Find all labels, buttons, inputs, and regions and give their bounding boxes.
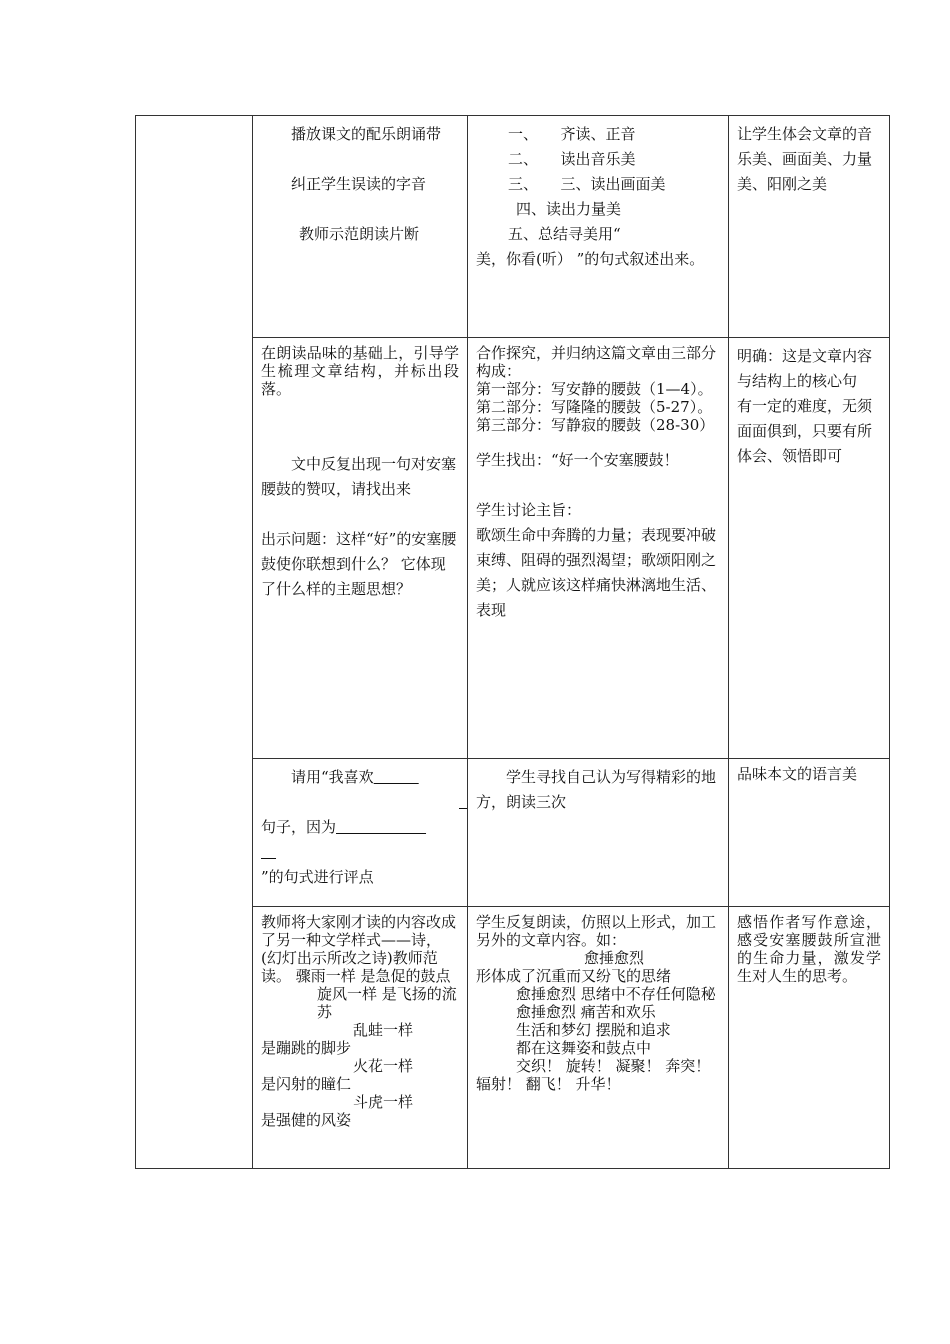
intent-line: 有一定的难度，无须面面俱到，只要有所体会、领悟即可	[737, 397, 873, 465]
teacher-activity-cell	[253, 759, 468, 907]
lesson-plan-table	[135, 115, 890, 1169]
design-intent-cell	[729, 907, 890, 1169]
stage-column	[136, 116, 253, 1169]
student-line: 歌颂生命中奔腾的力量；表现要冲破束缚、阻碍的强烈渴望；歌颂阳刚之美；人就应该这样痛快淋漓地生活、表现	[476, 526, 717, 619]
intent-line: 明确：这是文章内容与结构上的核心句	[737, 347, 873, 390]
student-activity-cell	[468, 338, 729, 759]
student-activity-cell	[468, 116, 729, 338]
teacher-line: ”的句式进行评点	[261, 868, 374, 886]
teacher-line: 播放课文的配乐朗诵带	[291, 125, 442, 143]
intent-line: 让学生体会文章的音乐美、画面美、力量美、阳刚之美	[737, 125, 873, 193]
student-line: 第二部分：写隆隆的腰鼓（5-27）。	[476, 398, 713, 416]
student-line: 五、总结寻美用“	[508, 225, 621, 243]
teacher-line: 教师示范朗读片断	[299, 225, 420, 243]
student-line: 形体成了沉重而又纷飞的思绪	[476, 967, 672, 985]
intent-line: 品味本文的语言美	[737, 765, 858, 783]
student-line: 四、读出力量美	[516, 200, 622, 218]
teacher-blank-line	[261, 840, 411, 865]
teacher-line: 出示问题：这样“好”的安塞腰鼓使你联想到什么？ 它体现了什么样的主题思想？	[261, 530, 457, 598]
student-line: 二、 读出音乐美	[508, 150, 636, 168]
teacher-line: 文中反复出现一句对安塞腰鼓的赞叹，请找出来	[261, 455, 457, 498]
design-intent-cell	[729, 338, 890, 759]
teacher-line: 纠正学生误读的字音	[291, 175, 427, 193]
teacher-line: 旋风一样 是飞扬的流苏	[317, 985, 457, 1021]
student-line: 第一部分：写安静的腰鼓（1—4）。	[476, 380, 713, 398]
student-line: 生活和梦幻 摆脱和追求	[516, 1021, 671, 1039]
student-line: 美，你看(听） ”的句式叙述出来。	[476, 250, 705, 268]
teacher-line: 乱蛙一样	[353, 1021, 414, 1039]
teacher-activity-cell	[253, 907, 468, 1169]
student-line: 愈捶愈烈 痛苦和欢乐	[516, 1003, 656, 1021]
teacher-line: 请用“我喜欢	[291, 768, 374, 786]
design-intent-cell	[729, 759, 890, 907]
teacher-line: 是闪射的瞳仁	[261, 1075, 352, 1093]
teacher-line: 斗虎一样	[353, 1093, 414, 1111]
student-line: 学生寻找自己认为写得精彩的地方，朗读三次	[476, 768, 717, 811]
intent-line: 感悟作者写作意途，感受安塞腰鼓所宣泄的生命力量，激发学生对人生的思考。	[737, 913, 881, 985]
student-line: 愈捶愈烈 思绪中不存任何隐秘	[516, 985, 716, 1003]
student-line: 交织！ 旋转！ 凝聚！ 奔突！ 辐射！ 翻飞！ 升华！	[476, 1057, 711, 1093]
teacher-line: 在朗读品味的基础上，引导学生梳理文章结构，并标出段落。	[261, 344, 459, 398]
student-line: 学生反复朗读，仿照以上形式，加工另外的文章内容。如：	[476, 913, 717, 949]
design-intent-cell	[729, 116, 890, 338]
teacher-blank-line	[261, 790, 459, 815]
student-activity-cell	[468, 907, 729, 1169]
teacher-line: 是蹦跳的脚步	[261, 1039, 352, 1057]
teacher-line: 是强健的风姿	[261, 1111, 352, 1129]
teacher-activity-cell	[253, 116, 468, 338]
student-line: 学生找出：“好一个安塞腰鼓！	[476, 451, 679, 469]
teacher-line: 火花一样	[353, 1057, 414, 1075]
teacher-line: 教师将大家刚才读的内容改成了另一种文学样式——诗，(幻灯出示所改之诗)教师范读。 骤雨一样 是急促的鼓点	[261, 913, 457, 985]
student-line: 三、 三、读出画面美	[508, 175, 666, 193]
student-line: 一、 齐读、正音	[508, 125, 636, 143]
student-line: 都在这舞姿和鼓点中	[516, 1039, 652, 1057]
student-line: 学生讨论主旨：	[476, 501, 582, 519]
table-row	[136, 116, 890, 338]
student-line: 第三部分：写静寂的腰鼓（28-30）	[476, 416, 715, 434]
student-line: 合作探究，并归纳这篇文章由三部分构成：	[476, 344, 717, 380]
student-line: 愈捶愈烈	[584, 949, 645, 967]
teacher-line: 句子，因为	[261, 818, 337, 836]
teacher-activity-cell	[253, 338, 468, 759]
student-activity-cell	[468, 759, 729, 907]
